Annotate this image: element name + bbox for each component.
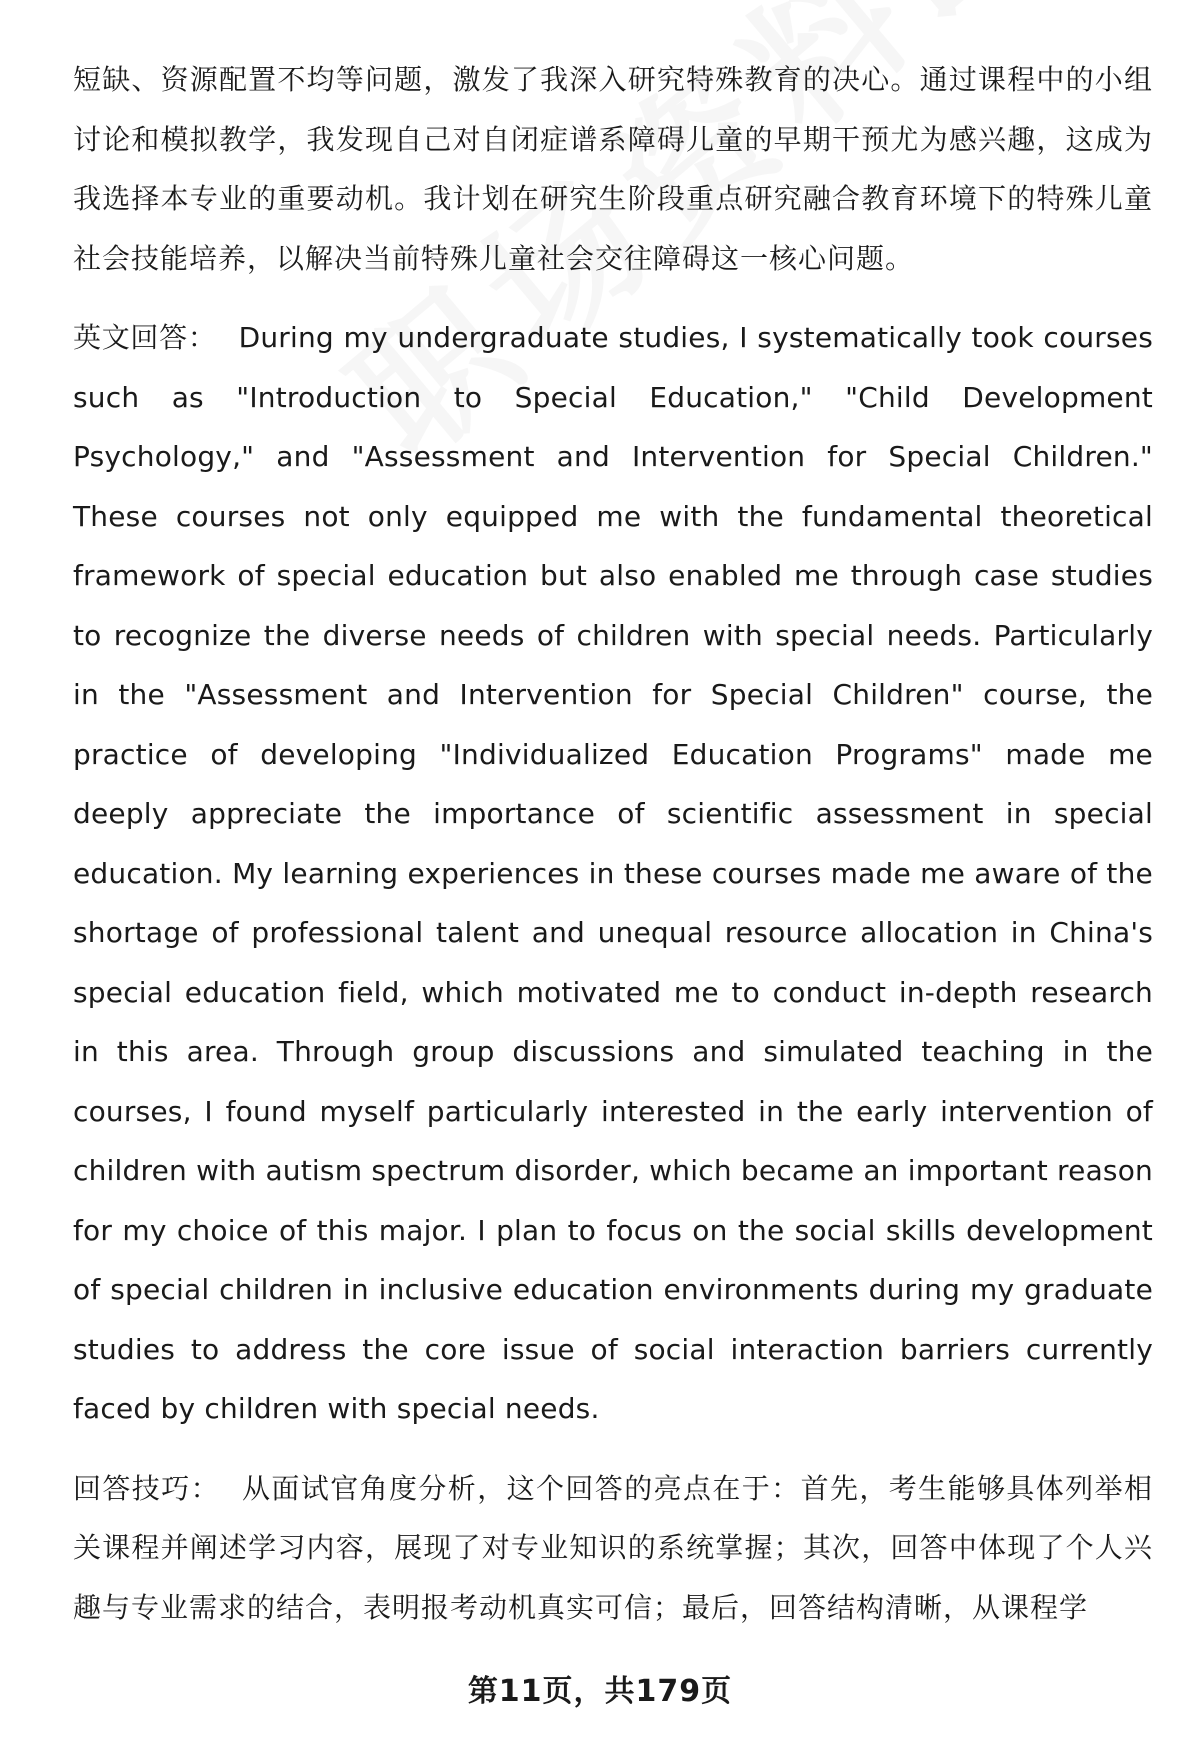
- answer-tips-paragraph: [73, 1459, 1153, 1638]
- document-page: [73, 50, 1153, 1637]
- paragraph-gap: [73, 288, 1153, 308]
- english-answer-paragraph: [73, 308, 1153, 1439]
- paragraph-gap: [73, 1439, 1153, 1459]
- answer-tips-text: 从面试官角度分析，这个回答的亮点在于：首先，考生能够具体列举相关课程并阐述学习内容，展现了对专业知识的系统掌握；其次，回答中体现了个人兴趣与专业需求的结合，表明报考动机真实可信；最后，回答结构清晰，从课程学: [73, 1471, 1153, 1624]
- english-answer-label: 英文回答：: [73, 321, 217, 354]
- answer-tips-label: 回答技巧：: [73, 1471, 220, 1505]
- chinese-answer-paragraph: 短缺、资源配置不均等问题，激发了我深入研究特殊教育的决心。通过课程中的小组讨论和模拟教学，我发现自己对自闭症谱系障碍儿童的早期干预尤为感兴趣，这成为我选择本专业的重要动机。我计划在研究生阶段重点研究融合教育环境下的特殊儿童社会技能培养，以解决当前特殊儿童社会交往障碍这一核心问题。: [73, 63, 1153, 275]
- english-answer-text: During my undergraduate studies, I systematically took courses such as "Introduction to Special Education," "Child Development Psychology," and "Assessment and Intervention for Special Children." These courses not only equipped me with the fundamental theoretical framework of special education but also enabled me through case studies to recognize the diverse needs of children with special needs. Particularly in the "Assessment and Intervention for Special Children" course, the practice of developing "Individualized Education Programs" made me deeply appreciate the importance of scientific assessment in special education. My learning experiences in these courses made me aware of the shortage of professional talent and unequal resource allocation in China's special education field, which motivated me to conduct in-depth research in this area. Through group discussions and simulated teaching in the courses, I found myself particularly interested in the early intervention of children with autism spectrum disorder, which became an important reason for my choice of this major. I plan to focus on the social skills development of special children in inclusive education environments during my graduate studies to address the core issue of social interaction barriers currently faced by children with special needs.: [73, 321, 1153, 1425]
- page-indicator: 第11页，共179页: [467, 1674, 733, 1709]
